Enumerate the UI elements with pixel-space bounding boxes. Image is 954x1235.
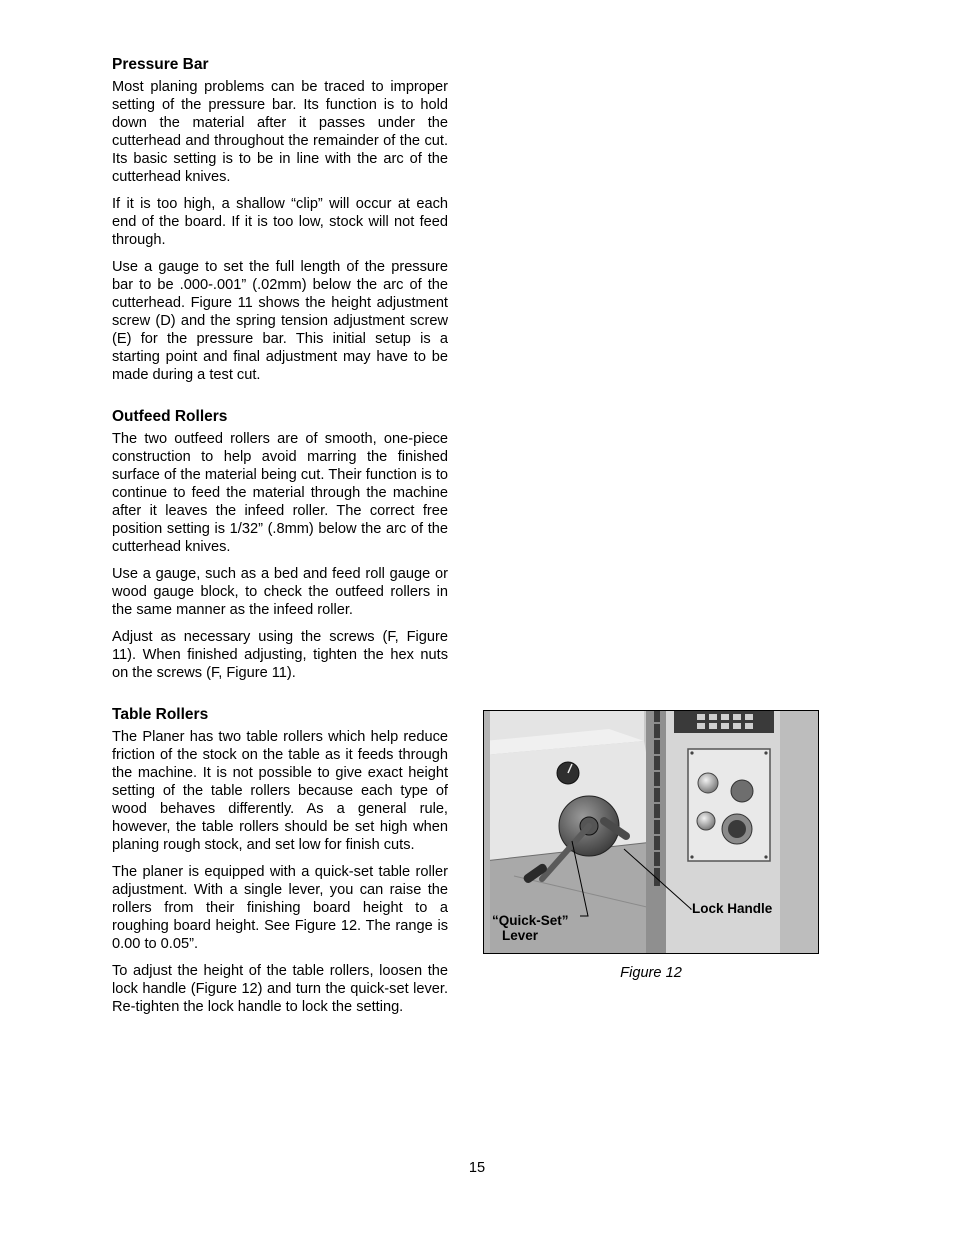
page-number: 15: [468, 1160, 486, 1176]
text-column: [112, 56, 448, 1040]
paragraph: The two outfeed rollers are of smooth, one-piece construction to help avoid marring the finished surface of the material being cut. Their function is to continue to feed the material through the machine after it leaves the infeed roller. The correct free position setting is 1/32” (.8mm) below the arc of the cutterhead knives.: [112, 431, 448, 555]
section-outfeed-rollers: [112, 408, 448, 682]
lock-handle-label: Lock Handle: [692, 901, 773, 916]
paragraph: To adjust the height of the table rollers, loosen the lock handle (Figure 12) and turn the quick-set lever. Re-tighten the lock handle to lock the setting.: [112, 963, 448, 1015]
section-pressure-bar: [112, 56, 448, 384]
figure-12-photo: [483, 710, 819, 954]
section-heading: Pressure Bar: [112, 56, 209, 73]
figure-caption: Figure 12: [620, 965, 682, 981]
paragraph: The Planer has two table rollers which help reduce friction of the stock on the table as it feeds through the machine. It is not possible to give exact height setting of the table rollers because each type of wood behaves differently. As a general rule, however, the table rollers should be set high when planing rough stock, and set low for finish cuts.: [112, 729, 448, 853]
quick-set-label-line2: Lever: [502, 928, 539, 943]
paragraph: Most planing problems can be traced to improper setting of the pressure bar. Its function is to hold down the material after it passes under the cutterhead and throughout the remainder of the cut. Its basic setting is to be in line with the arc of the cutterhead knives.: [112, 79, 448, 185]
section-table-rollers: [112, 706, 448, 1016]
paragraph: The planer is equipped with a quick-set table roller adjustment. With a single lever, you can raise the rollers from their finishing board height to a roughing board height. See Figure 12. The range is 0.00 to 0.05”.: [112, 864, 448, 952]
paragraph: Adjust as necessary using the screws (F, Figure 11). When finished adjusting, tighten the hex nuts on the screws (F, Figure 11).: [112, 629, 448, 681]
paragraph: Use a gauge to set the full length of the pressure bar to be .000-.001” (.02mm) below the arc of the cutterhead. Figure 11 shows the height adjustment screw (D) and the spring tension adjustment screw (E) for the pressure bar. This initial setup is a starting point and final adjustment may have to be made during a test cut.: [112, 259, 448, 383]
quick-set-label-line1: “Quick-Set”: [492, 913, 569, 928]
section-heading: Table Rollers: [112, 706, 209, 723]
paragraph: Use a gauge, such as a bed and feed roll gauge or wood gauge block, to check the outfeed rollers in the same manner as the infeed roller.: [112, 566, 448, 618]
paragraph: If it is too high, a shallow “clip” will occur at each end of the board. If it is too low, stock will not feed through.: [112, 196, 448, 248]
section-heading: Outfeed Rollers: [112, 408, 228, 425]
